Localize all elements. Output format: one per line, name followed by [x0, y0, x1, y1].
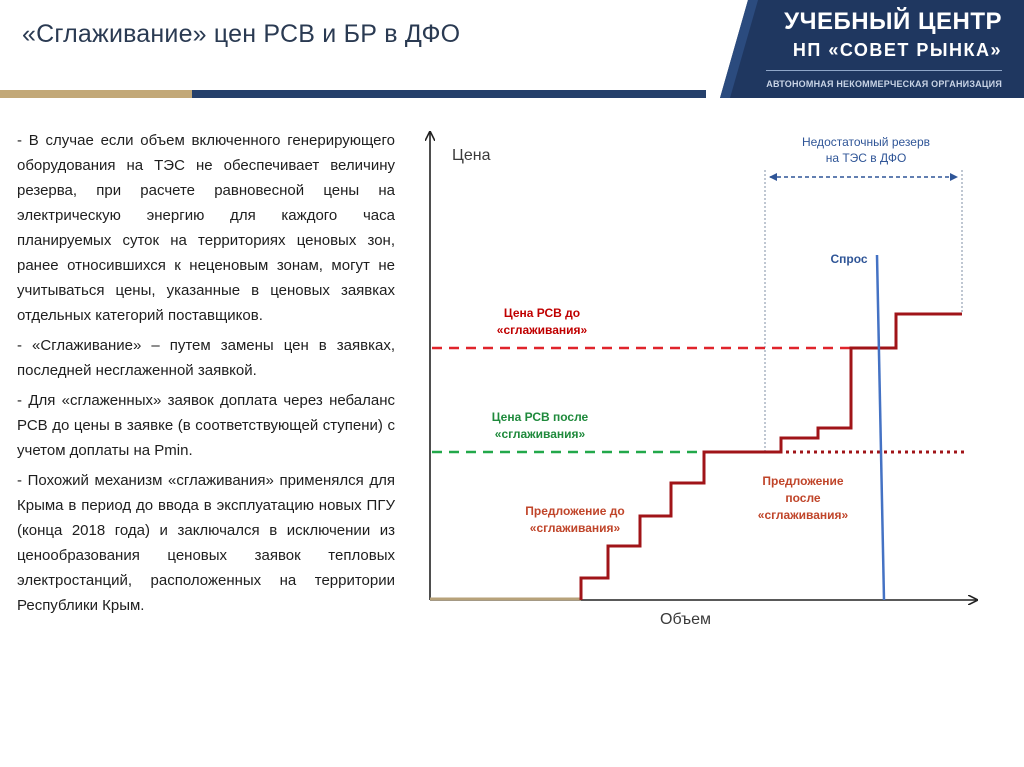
demand-line — [877, 255, 884, 600]
logo-line-3: АВТОНОМНАЯ НЕКОММЕРЧЕСКАЯ ОРГАНИЗАЦИЯ — [766, 79, 1002, 89]
paragraph: - В случае если объем включенного генерирующего оборудования на ТЭС не обеспечивает величину резерва, при расчете равновесной цены на электрическую энергию для каждого часа планируемых суток на территориях ценовых зон, ранее относившихся к неценовым зонам, могут не учитываться цены, указанные в ценовых заявках отдельных категорий поставщиков. — [17, 132, 395, 324]
body-text — [17, 128, 395, 623]
demand-label: Спрос — [830, 252, 868, 266]
price-before-label-line-2: «сглаживания» — [496, 323, 588, 337]
supply-demand-diagram — [420, 120, 1020, 680]
offer-before-label-line-2: «сглаживания» — [529, 521, 621, 535]
paragraph: - Похожий механизм «сглаживания» применялся для Крыма в период до ввода в эксплуатацию новых ПГУ (конца 2018 года) и заключался в исключении из ценообразования ценовых заявок тепловых электростанций, расположенных на территории Республики Крым. — [17, 472, 395, 614]
offer-after-label-line-3: «сглаживания» — [757, 508, 849, 522]
logo-line-1: УЧЕБНЫЙ ЦЕНТР — [784, 8, 1002, 35]
offer-after-label-line-1: Предложение — [762, 474, 844, 488]
reserve-label-line-2: на ТЭС в ДФО — [825, 151, 907, 165]
header-stripe-navy — [192, 90, 706, 98]
slide-title: «Сглаживание» цен РСВ и БР в ДФО — [22, 20, 461, 48]
reserve-label-line-1: Недостаточный резерв — [801, 135, 931, 149]
x-axis-label: Объем — [660, 611, 711, 628]
supply-step-curve — [581, 314, 962, 600]
price-before-label-line-1: Цена РСВ до — [503, 306, 581, 320]
y-axis-label: Цена — [452, 147, 491, 164]
paragraph: - Для «сглаженных» заявок доплата через небаланс РСВ до цены в заявке (в соответствующей ступени) с учетом доплаты на Pmin. — [17, 392, 395, 459]
logo-divider — [766, 70, 1002, 71]
price-after-label-line-1: Цена РСВ после — [491, 410, 589, 424]
header-stripe-brown — [0, 90, 192, 98]
offer-before-label-line-1: Предложение до — [525, 504, 625, 518]
offer-after-label-line-2: после — [785, 491, 821, 505]
paragraph: - «Сглаживание» – путем замены цен в заявках, последней несглаженной заявкой. — [17, 337, 395, 379]
organization-logo — [706, 0, 1024, 98]
logo-line-2: НП «СОВЕТ РЫНКА» — [792, 40, 1002, 60]
price-after-label-line-2: «сглаживания» — [494, 427, 586, 441]
